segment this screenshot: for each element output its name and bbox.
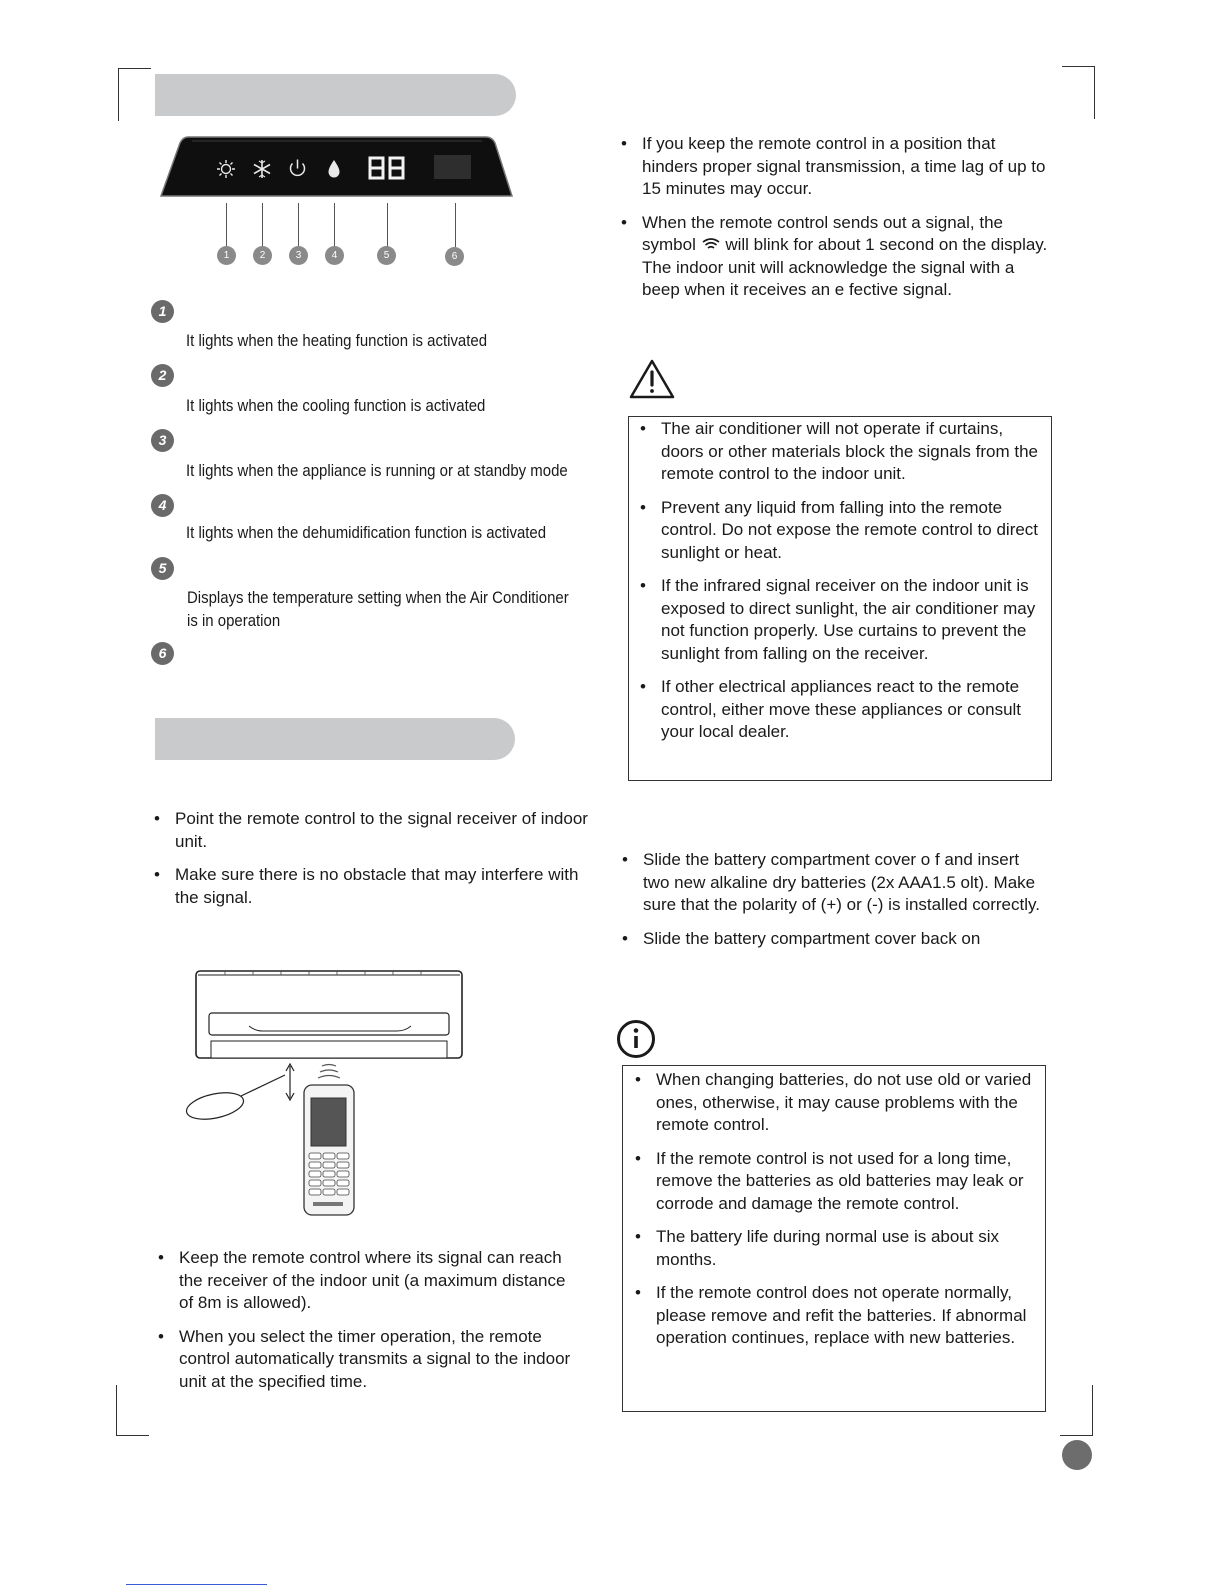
list-item: • The battery life during normal use is about six months. — [635, 1226, 1037, 1271]
indicator-number-badge: 5 — [151, 557, 174, 580]
list-item: • Make sure there is no obstacle that may interfere with the signal. — [154, 864, 594, 909]
callout-line-2 — [262, 203, 263, 247]
section-header-bar-remote — [155, 718, 515, 760]
list-item: • Point the remote control to the signal receiver of indoor unit. — [154, 808, 594, 853]
signal-wave-icon — [701, 237, 721, 251]
list-item: • Slide the battery compartment cover back on — [622, 928, 1042, 951]
list-item-text: will blink for about 1 second on the display. The indoor unit will acknowledge the signal with a beep when it receives an e fective signal. — [642, 235, 1048, 299]
list-item: • When you select the timer operation, the remote control automatically transmits a signal to the indoor unit at the specified time. — [158, 1326, 578, 1394]
list-item: • When changing batteries, do not use old or varied ones, otherwise, it may cause problems with the remote control. — [635, 1069, 1037, 1137]
callout-number: 5 — [377, 246, 396, 265]
callout-number: 1 — [217, 246, 236, 265]
list-item: • Keep the remote control where its signal can reach the receiver of the indoor unit (a maximum distance of 8m is allowed). — [158, 1247, 578, 1315]
crop-mark-top-left — [118, 68, 151, 121]
list-item: • If you keep the remote control in a position that hinders proper signal transmission, a time lag of up to 15 minutes may occur. — [621, 133, 1051, 201]
crop-mark-top-right — [1062, 66, 1095, 119]
list-item: • The air conditioner will not operate if curtains, doors or other materials block the signals from the remote control to the indoor unit. — [640, 418, 1045, 486]
callout-line-5 — [387, 203, 388, 247]
indicator-number-badge: 6 — [151, 642, 174, 665]
callout-number: 2 — [253, 246, 272, 265]
indicator-number-badge: 4 — [151, 494, 174, 517]
indicator-description: It lights when the cooling function is activated — [186, 396, 486, 415]
list-item: • Prevent any liquid from falling into the remote control. Do not expose the remote control to direct sunlight or heat. — [640, 497, 1045, 565]
remote-usage-list — [154, 808, 594, 920]
list-item: • Slide the battery compartment cover o f and insert two new alkaline dry batteries (2x AAA1.5 olt). Make sure that the polarity of (+) or (-) is installed correctly. — [622, 849, 1042, 917]
list-item-text: When the remote control sends out a signal, the symbol — [642, 212, 1003, 254]
callout-number: 4 — [325, 246, 344, 265]
page-number-dot — [1062, 1440, 1092, 1470]
warning-box — [628, 416, 1052, 781]
indicator-description: is in operation — [187, 611, 281, 630]
indicator-description: It lights when the dehumidification function is activated — [186, 523, 547, 542]
display-panel-illustration — [158, 134, 516, 200]
receiver-icon — [434, 155, 471, 179]
info-icon — [616, 1019, 656, 1059]
warning-triangle-icon — [628, 358, 676, 400]
indicator-description: Displays the temperature setting when the Air Conditioner — [187, 588, 569, 607]
crop-mark-bottom-right — [1060, 1385, 1093, 1436]
info-list — [635, 1069, 1037, 1361]
callout-line-3 — [298, 203, 299, 247]
callout-line-1 — [226, 203, 227, 247]
list-item: • If the infrared signal receiver on the indoor unit is exposed to direct sunlight, the air conditioner may not function properly. Use curtains to prevent the sunlight from falling on the receiver. — [640, 575, 1045, 665]
crop-mark-bottom-left — [116, 1385, 149, 1436]
info-box — [622, 1065, 1046, 1412]
signal-notes-list — [621, 133, 1051, 313]
indoor-unit-remote-illustration — [185, 968, 470, 1220]
remote-range-list — [158, 1247, 578, 1404]
callout-line-6 — [455, 203, 456, 247]
indicator-number-badge: 1 — [151, 300, 174, 323]
section-header-bar-display — [155, 74, 516, 116]
indicator-number-badge: 2 — [151, 364, 174, 387]
list-item — [621, 212, 1051, 302]
callout-line-4 — [334, 203, 335, 247]
list-item: • If the remote control is not used for a long time, remove the batteries as old batteries may leak or corrode and damage the remote control. — [635, 1148, 1037, 1216]
indicator-description: It lights when the appliance is running or at standby mode — [186, 461, 568, 480]
indicator-number-badge: 3 — [151, 429, 174, 452]
list-item: • If other electrical appliances react to the remote control, either move these appliances or consult your local dealer. — [640, 676, 1045, 744]
list-item: • If the remote control does not operate normally, please remove and refit the batteries. If abnormal operation continues, replace with new batteries. — [635, 1282, 1037, 1350]
warning-list — [640, 418, 1045, 755]
callout-number: 3 — [289, 246, 308, 265]
indicator-description: It lights when the heating function is activated — [186, 331, 488, 350]
callout-number: 6 — [445, 247, 464, 266]
battery-steps-list — [622, 849, 1042, 961]
